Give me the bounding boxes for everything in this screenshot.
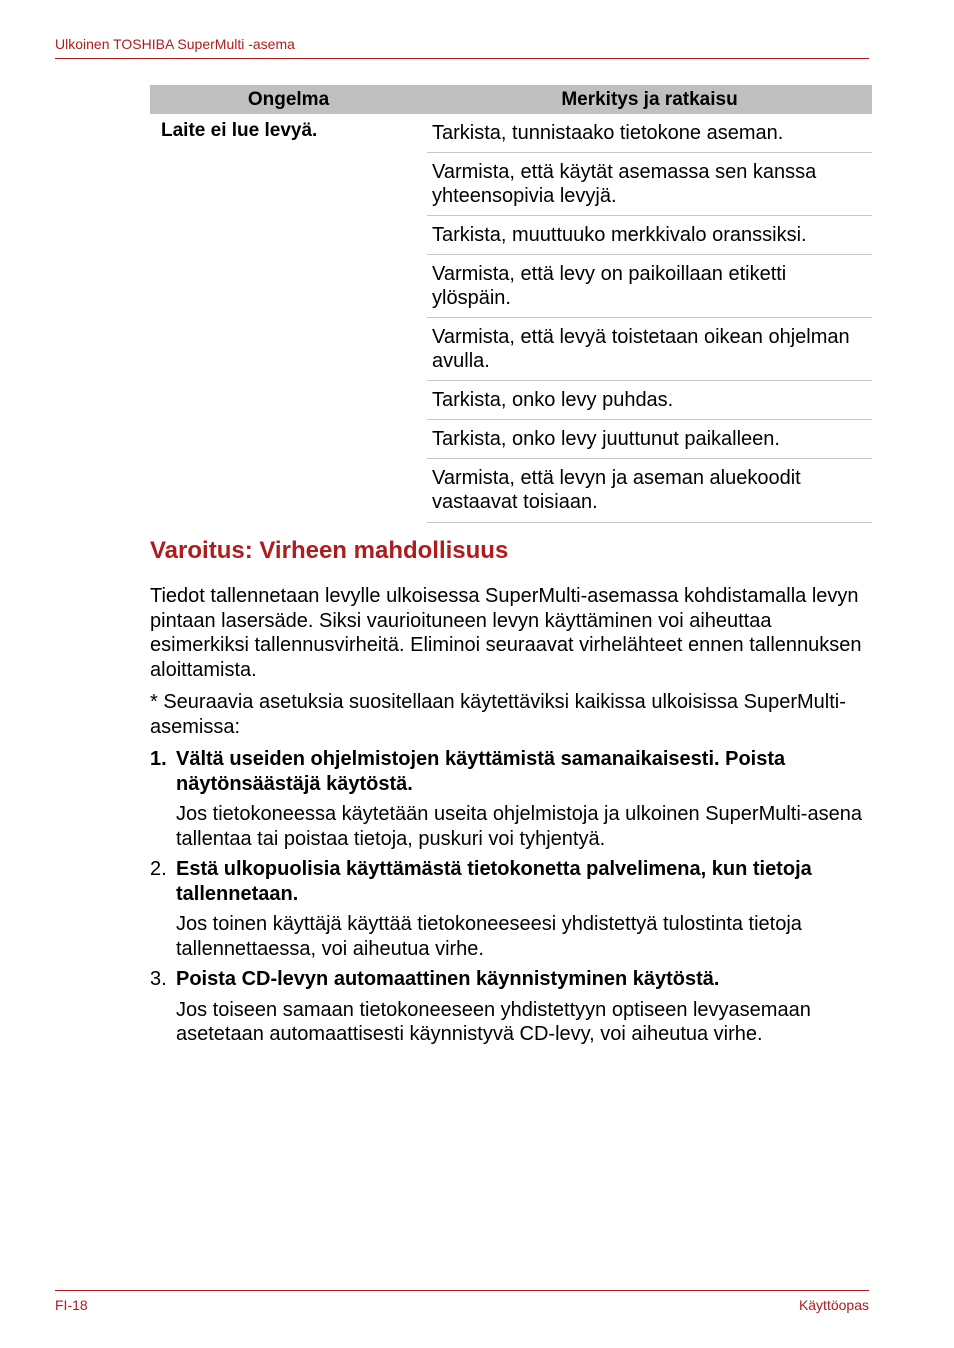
steps-list xyxy=(150,747,872,1047)
header-rule xyxy=(55,58,869,59)
recommendation-paragraph: * Seuraavia asetuksia suositellaan käytettäviksi kaikissa ulkoisissa SuperMulti-asemissa: xyxy=(150,691,846,738)
step-text: Jos tietokoneessa käytetään useita ohjelmistoja ja ulkoinen SuperMulti-asena tallentaa tai poistaa tietoja, puskuri voi tyhjentyä. xyxy=(176,803,862,850)
step-heading: Poista CD-levyn automaattinen käynnistyminen käytöstä. xyxy=(176,968,720,990)
solution-cell: Tarkista, onko levy puhdas. xyxy=(427,381,872,420)
section-body xyxy=(150,584,872,1053)
running-header: Ulkoinen TOSHIBA SuperMulti -asema xyxy=(55,36,295,52)
solution-cell: Tarkista, onko levy juuttunut paikalleen. xyxy=(427,420,872,459)
page-number: FI-18 xyxy=(55,1297,88,1313)
step-heading: Vältä useiden ohjelmistojen käyttämistä samanaikaisesti. Poista näytönsäästäjä käytöstä. xyxy=(176,748,786,795)
solution-cell: Varmista, että käytät asemassa sen kanssa yhteensopivia levyjä. xyxy=(427,153,872,216)
list-item xyxy=(150,747,872,851)
list-item xyxy=(150,967,872,1047)
table-header-row xyxy=(150,85,872,114)
manual-title: Käyttöopas xyxy=(798,1297,869,1313)
step-number: 1. xyxy=(150,748,167,770)
step-number: 3. xyxy=(150,968,167,990)
list-item xyxy=(150,857,872,961)
footer-rule xyxy=(55,1290,869,1291)
problem-cell: Laite ei lue levyä. xyxy=(161,120,318,141)
intro-paragraph: Tiedot tallennetaan levylle ulkoisessa SuperMulti-asemassa kohdistamalla levyn pintaan lasersäde. Siksi vaurioituneen levyn käyttäminen voi aiheuttaa esimerkiksi tallennusvirheitä. Eliminoi seuraavat virhelähteet ennen tallennuksen aloittamista. xyxy=(150,585,862,681)
column-header-problem: Ongelma xyxy=(150,85,427,114)
solution-cell: Varmista, että levyä toistetaan oikean ohjelman avulla. xyxy=(427,318,872,381)
solution-cell: Tarkista, tunnistaako tietokone aseman. xyxy=(427,114,872,153)
solution-cell: Varmista, että levy on paikoillaan etiketti ylöspäin. xyxy=(427,255,872,318)
step-text: Jos toinen käyttäjä käyttää tietokoneeseesi yhdistettyä tulostinta tietoja tallennettaessa, voi aiheutua virhe. xyxy=(176,913,802,960)
troubleshooting-table xyxy=(150,85,872,523)
step-heading: Estä ulkopuolisia käyttämästä tietokonetta palvelimena, kun tietoja tallennetaan. xyxy=(176,858,812,905)
section-title: Varoitus: Virheen mahdollisuus xyxy=(150,537,509,564)
step-text: Jos toiseen samaan tietokoneeseen yhdistettyyn optiseen levyasemaan asetetaan automaattisesti käynnistyvä CD-levy, voi aiheutua virhe. xyxy=(176,998,811,1045)
table-row xyxy=(150,114,872,153)
solution-cell: Varmista, että levyn ja aseman aluekoodit vastaavat toisiaan. xyxy=(427,459,872,523)
solution-cell: Tarkista, muuttuuko merkkivalo oranssiksi. xyxy=(427,216,872,255)
column-header-solution: Merkitys ja ratkaisu xyxy=(427,85,872,114)
step-number: 2. xyxy=(150,858,167,880)
